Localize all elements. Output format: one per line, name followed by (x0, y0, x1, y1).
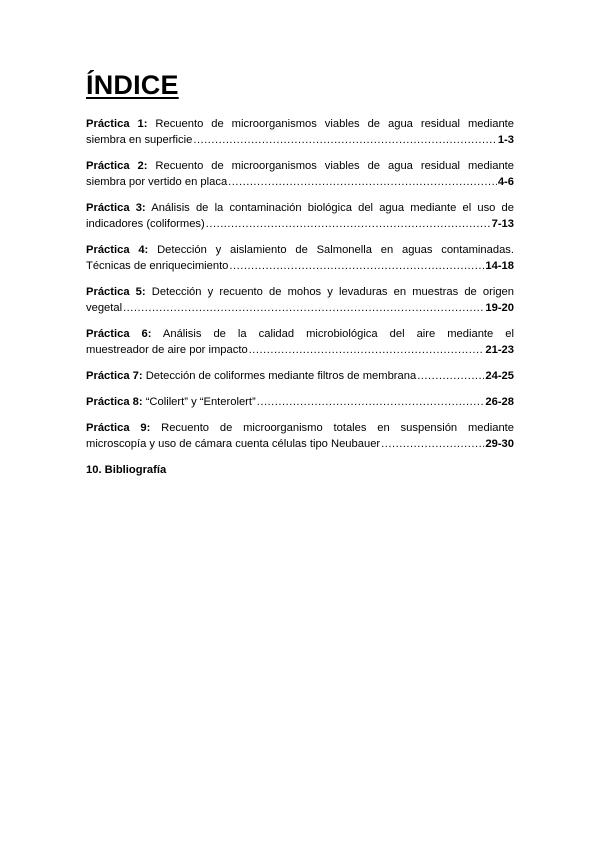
toc-entry-2-title: Recuento de microorganismos viables de agua residual mediante (147, 160, 515, 172)
toc-entry-6-second-line (86, 342, 514, 358)
toc-entry-5-title: Detección y recuento de mohos y levaduras en muestras de origen (145, 286, 514, 298)
toc-entry-7-text (86, 368, 416, 384)
toc-entry-9-label: Práctica 9: (86, 422, 151, 434)
toc-entry-8-label: Práctica 8: (86, 396, 143, 408)
toc-entry-2-pages: 4-6 (497, 176, 514, 188)
toc-entry-5-first-line (86, 284, 514, 300)
toc-entry-1-pages: 1-3 (497, 134, 514, 146)
toc-leader-dots (381, 436, 484, 452)
toc-leader-dots (193, 132, 496, 148)
toc-leader-dots (417, 368, 484, 384)
toc-entry-4 (86, 242, 514, 274)
toc-entry-4-second-line (86, 258, 514, 274)
toc-entry-5 (86, 284, 514, 316)
toc-entry-1-label: Práctica 1: (86, 118, 148, 130)
toc-entry-1-title: Recuento de microorganismos viables de agua residual mediante (147, 118, 515, 130)
toc-entry-3-label: Práctica 3: (86, 202, 146, 214)
toc-entry-5-second-line (86, 300, 514, 316)
toc-entry-3-second-line (86, 216, 514, 232)
toc-entry-4-label: Práctica 4: (86, 244, 149, 256)
toc-entry-2-first-line (86, 158, 514, 174)
toc-entry-5-label: Práctica 5: (86, 286, 146, 298)
toc-entry-7 (86, 368, 514, 384)
toc-entry-2-second-line (86, 174, 514, 190)
toc-entry-8 (86, 394, 514, 410)
toc-leader-dots (229, 258, 484, 274)
toc-entry-4-first-line (86, 242, 514, 258)
toc-entry-8-pages: 26-28 (485, 396, 514, 408)
toc-entry-5-title-cont: vegetal (86, 302, 123, 314)
toc-entry-7-label: Práctica 7: (86, 370, 143, 382)
toc-entry-1 (86, 116, 514, 148)
toc-entry-9 (86, 420, 514, 452)
toc-leader-dots (206, 216, 491, 232)
toc-entry-3-title: Análisis de la contaminación biológica del agua mediante el uso de (145, 202, 515, 214)
toc-entry-8-line (86, 394, 514, 410)
toc-entry-9-pages: 29-30 (485, 438, 514, 450)
toc-entry-1-second-line (86, 132, 514, 148)
toc-entry-4-title: Detección y aislamiento de Salmonella en aguas contaminadas. (148, 244, 515, 256)
toc-entry-1-title-cont: siembra en superficie (86, 134, 193, 146)
toc-entry-6 (86, 326, 514, 358)
toc-entry-6-title: Análisis de la calidad microbiológica del aire mediante el (151, 328, 514, 340)
toc-entry-9-first-line (86, 420, 514, 436)
toc-entry-6-first-line (86, 326, 514, 342)
toc-entry-4-pages: 14-18 (485, 260, 514, 272)
toc-entry-8-text (86, 394, 256, 410)
toc-entry-3-pages: 7-13 (491, 218, 514, 230)
table-of-contents (86, 116, 514, 478)
toc-entry-2-title-cont: siembra por vertido en placa (86, 176, 228, 188)
toc-entry-6-title-cont: muestreador de aire por impacto (86, 344, 248, 356)
toc-leader-dots (257, 394, 485, 410)
toc-entry-1-first-line (86, 116, 514, 132)
toc-entry-6-pages: 21-23 (485, 344, 514, 356)
toc-entry-9-title-cont: microscopía y uso de cámara cuenta células tipo Neubauer (86, 438, 381, 450)
toc-bibliography: 10. Bibliografía (86, 464, 167, 476)
page-title: ÍNDICE (86, 70, 179, 100)
toc-entry-2-label: Práctica 2: (86, 160, 148, 172)
toc-entry-2 (86, 158, 514, 190)
toc-entry-4-title-cont: Técnicas de enriquecimiento (86, 260, 229, 272)
toc-leader-dots (123, 300, 484, 316)
toc-entry-3-title-cont: indicadores (coliformes) (86, 218, 205, 230)
toc-entry-9-second-line (86, 436, 514, 452)
toc-leader-dots (249, 342, 485, 358)
toc-entry-9-title: Recuento de microorganismo totales en suspensión mediante (150, 422, 515, 434)
toc-entry-7-line (86, 368, 514, 384)
toc-entry-3-first-line (86, 200, 514, 216)
toc-leader-dots (228, 174, 497, 190)
toc-entry-7-pages: 24-25 (485, 370, 514, 382)
toc-entry-3 (86, 200, 514, 232)
toc-entry-6-label: Práctica 6: (86, 328, 152, 340)
toc-entry-7-title: Detección de coliformes mediante filtros de membrana (142, 370, 417, 382)
toc-entry-8-title: “Colilert” y “Enterolert” (142, 396, 256, 408)
toc-entry-5-pages: 19-20 (485, 302, 514, 314)
